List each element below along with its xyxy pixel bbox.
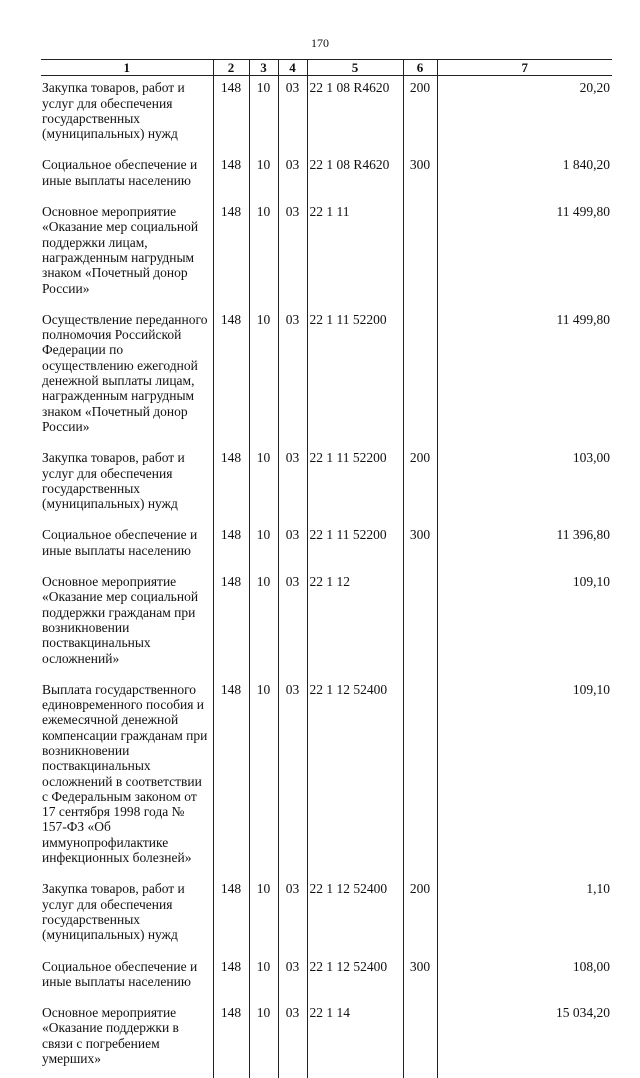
row-expense-type: 200 bbox=[403, 877, 437, 954]
row-subsection-code: 03 bbox=[278, 76, 307, 154]
row-amount: 11 499,80 bbox=[437, 308, 612, 446]
row-expense-type bbox=[403, 1001, 437, 1078]
row-expense-type: 200 bbox=[403, 446, 437, 523]
row-subsection-code: 03 bbox=[278, 308, 307, 446]
row-name: Социальное обеспечение и иные выплаты населению bbox=[42, 157, 198, 188]
table-row bbox=[41, 523, 612, 570]
row-ministry-code: 148 bbox=[213, 446, 249, 523]
row-amount: 11 396,80 bbox=[437, 523, 612, 570]
column-header: 3 bbox=[249, 60, 278, 76]
row-section-code: 10 bbox=[249, 1001, 278, 1078]
row-subsection-code: 03 bbox=[278, 1001, 307, 1078]
column-header: 1 bbox=[41, 60, 213, 76]
row-subsection-code: 03 bbox=[278, 955, 307, 1002]
row-section-code: 10 bbox=[249, 308, 278, 446]
row-name: Основное мероприятие «Оказание поддержки в связи с погребением умерших» bbox=[42, 1005, 179, 1067]
row-target-code: 22 1 11 52200 bbox=[307, 523, 403, 570]
table-row bbox=[41, 1001, 612, 1078]
table-row bbox=[41, 570, 612, 678]
row-target-code: 22 1 14 bbox=[307, 1001, 403, 1078]
row-ministry-code: 148 bbox=[213, 153, 249, 200]
row-amount: 103,00 bbox=[437, 446, 612, 523]
table-row bbox=[41, 955, 612, 1002]
row-amount: 109,10 bbox=[437, 678, 612, 878]
row-amount: 20,20 bbox=[437, 76, 612, 154]
row-expense-type: 200 bbox=[403, 76, 437, 154]
row-subsection-code: 03 bbox=[278, 446, 307, 523]
table-row bbox=[41, 200, 612, 308]
table-row bbox=[41, 76, 612, 154]
row-name: Социальное обеспечение и иные выплаты населению bbox=[42, 527, 198, 558]
row-amount: 108,00 bbox=[437, 955, 612, 1002]
row-expense-type bbox=[403, 570, 437, 678]
row-target-code: 22 1 11 52200 bbox=[307, 308, 403, 446]
row-subsection-code: 03 bbox=[278, 877, 307, 954]
row-amount: 109,10 bbox=[437, 570, 612, 678]
row-expense-type bbox=[403, 308, 437, 446]
row-amount: 15 034,20 bbox=[437, 1001, 612, 1078]
row-ministry-code: 148 bbox=[213, 1001, 249, 1078]
row-expense-type bbox=[403, 200, 437, 308]
row-name: Выплата государственного единовременного пособия и ежемесячной денежной компенсации гражданам при возникновении поствакцинальных осложнений в соответствии с Федеральным законом от 17 сентября 1998 года № 157-ФЗ «Об иммунопрофилактике инфекционных болезней» bbox=[42, 681, 208, 866]
row-ministry-code: 148 bbox=[213, 570, 249, 678]
row-section-code: 10 bbox=[249, 446, 278, 523]
row-amount: 11 499,80 bbox=[437, 200, 612, 308]
row-amount: 1,10 bbox=[437, 877, 612, 954]
row-ministry-code: 148 bbox=[213, 200, 249, 308]
row-subsection-code: 03 bbox=[278, 570, 307, 678]
row-expense-type: 300 bbox=[403, 523, 437, 570]
row-expense-type: 300 bbox=[403, 955, 437, 1002]
row-section-code: 10 bbox=[249, 570, 278, 678]
row-section-code: 10 bbox=[249, 76, 278, 154]
row-ministry-code: 148 bbox=[213, 877, 249, 954]
row-section-code: 10 bbox=[249, 200, 278, 308]
column-header: 6 bbox=[403, 60, 437, 76]
budget-table bbox=[41, 59, 612, 1078]
row-ministry-code: 148 bbox=[213, 955, 249, 1002]
row-target-code: 22 1 11 52200 bbox=[307, 446, 403, 523]
row-name: Закупка товаров, работ и услуг для обеспечения государственных (муниципальных) нужд bbox=[42, 80, 185, 142]
column-header: 5 bbox=[307, 60, 403, 76]
row-ministry-code: 148 bbox=[213, 523, 249, 570]
row-section-code: 10 bbox=[249, 877, 278, 954]
row-ministry-code: 148 bbox=[213, 76, 249, 154]
row-target-code: 22 1 08 R4620 bbox=[307, 153, 403, 200]
page-number: 170 bbox=[311, 36, 329, 50]
row-section-code: 10 bbox=[249, 955, 278, 1002]
table-row bbox=[41, 678, 612, 878]
table-row bbox=[41, 877, 612, 954]
row-name: Социальное обеспечение и иные выплаты населению bbox=[42, 958, 198, 989]
table-row bbox=[41, 153, 612, 200]
row-name: Закупка товаров, работ и услуг для обеспечения государственных (муниципальных) нужд bbox=[42, 450, 185, 512]
row-name: Осуществление переданного полномочия Российской Федерации по осуществлению ежегодной денежной выплаты лицам, награжденным нагрудным знаком «Почетный донор России» bbox=[42, 311, 208, 434]
row-subsection-code: 03 bbox=[278, 523, 307, 570]
column-header: 4 bbox=[278, 60, 307, 76]
row-section-code: 10 bbox=[249, 153, 278, 200]
table-header-row bbox=[41, 60, 612, 76]
row-name: Основное мероприятие «Оказание мер социальной поддержки лицам, награжденным нагрудным знаком «Почетный донор России» bbox=[42, 204, 199, 296]
table-row bbox=[41, 308, 612, 446]
row-ministry-code: 148 bbox=[213, 678, 249, 878]
row-section-code: 10 bbox=[249, 678, 278, 878]
row-target-code: 22 1 12 52400 bbox=[307, 678, 403, 878]
row-target-code: 22 1 12 bbox=[307, 570, 403, 678]
row-subsection-code: 03 bbox=[278, 200, 307, 308]
row-expense-type: 300 bbox=[403, 153, 437, 200]
row-amount: 1 840,20 bbox=[437, 153, 612, 200]
column-header: 7 bbox=[437, 60, 612, 76]
row-target-code: 22 1 08 R4620 bbox=[307, 76, 403, 154]
row-target-code: 22 1 12 52400 bbox=[307, 877, 403, 954]
table-row bbox=[41, 446, 612, 523]
row-expense-type bbox=[403, 678, 437, 878]
row-target-code: 22 1 12 52400 bbox=[307, 955, 403, 1002]
row-ministry-code: 148 bbox=[213, 308, 249, 446]
row-section-code: 10 bbox=[249, 523, 278, 570]
row-name: Основное мероприятие «Оказание мер социальной поддержки гражданам при возникновении поствакцинальных осложнений» bbox=[42, 574, 199, 666]
column-header: 2 bbox=[213, 60, 249, 76]
row-subsection-code: 03 bbox=[278, 153, 307, 200]
row-name: Закупка товаров, работ и услуг для обеспечения государственных (муниципальных) нужд bbox=[42, 881, 185, 943]
row-subsection-code: 03 bbox=[278, 678, 307, 878]
row-target-code: 22 1 11 bbox=[307, 200, 403, 308]
